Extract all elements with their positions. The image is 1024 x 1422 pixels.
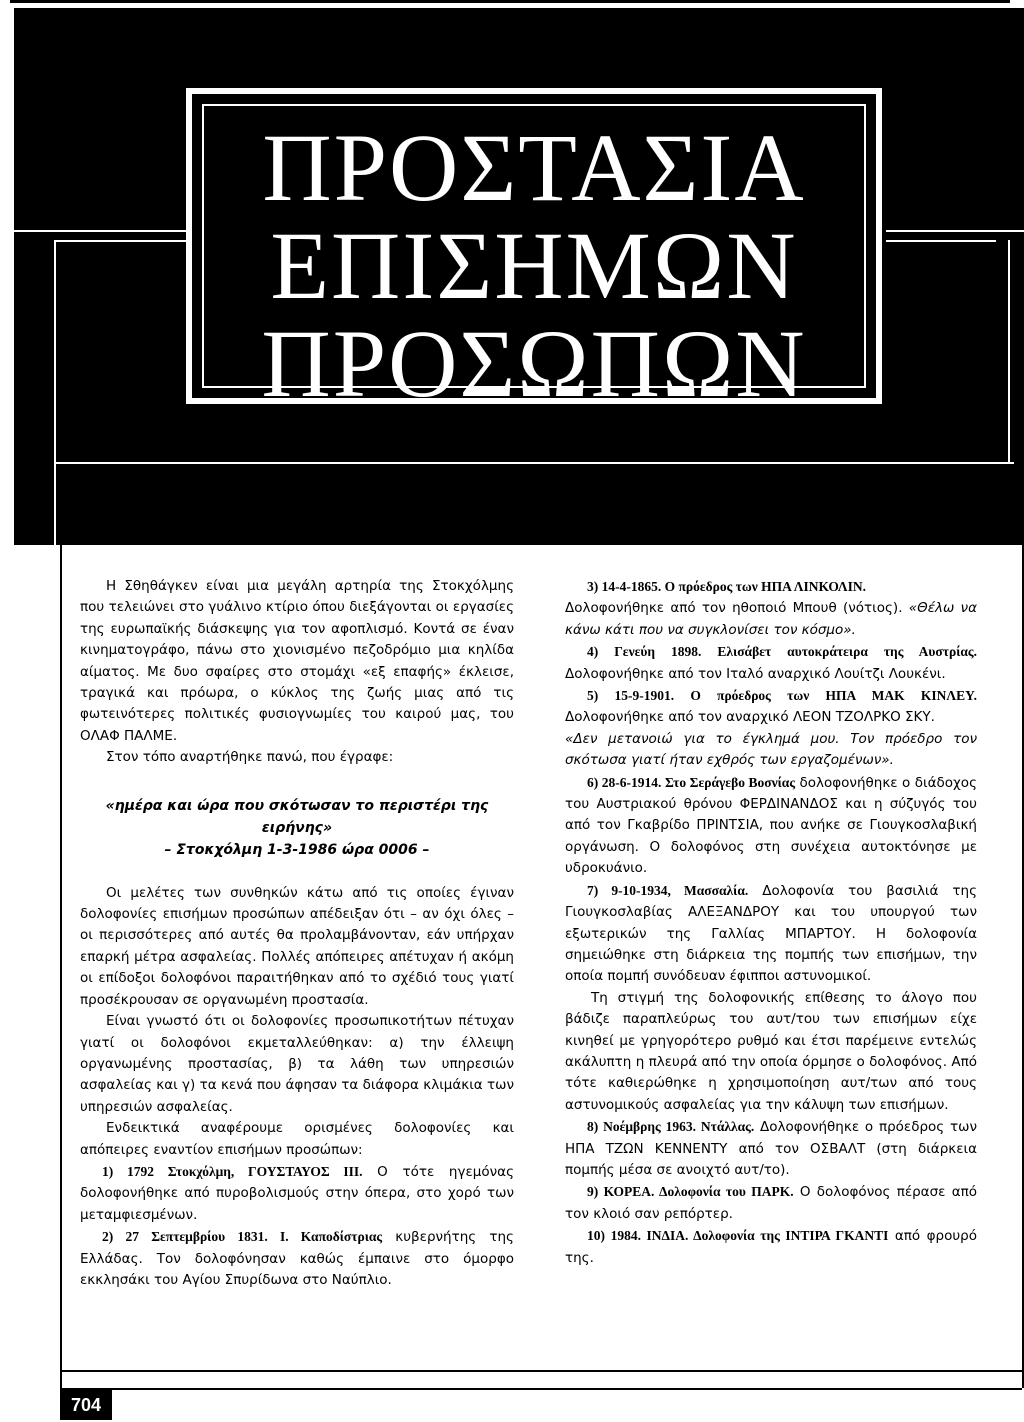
list-item-8-body: Δολοφονήθηκε ο πρόεδρος των ΗΠΑ ΤΖΩΝ ΚΕΝΝΕΝΤΥ από τον ΟΣΒΑΛΤ (στη διάρκεια πομπής μέσα σε ανοιχτό αυτ/το). <box>565 1119 977 1178</box>
decorative-line <box>54 240 56 545</box>
list-item-5-quote: «Δεν μετανοιώ για το έγκλημά μου. Τον πρόεδρο τον σκότωσα γιατί ήταν εχθρός των εργαζομένων». <box>565 730 977 769</box>
list-item-9-head: 9) ΚΟΡΕΑ. Δολοφονία του ΠΑΡΚ. <box>587 1184 794 1200</box>
list-item-4-body: Δολοφονήθηκε από τον Ιταλό αναρχικό Λουίτζι Λουκένι. <box>565 665 946 682</box>
list-item-2-head: 2) 27 Σεπτεμβρίου 1831. Ι. Καποδίστριας <box>102 1229 383 1245</box>
list-item-1 <box>80 1161 514 1226</box>
page-number: 704 <box>60 1388 112 1420</box>
frame-left <box>60 545 62 1388</box>
list-item-9 <box>565 1181 977 1225</box>
decorative-line <box>886 240 996 242</box>
list-item-5-head: 5) 15-9-1901. Ο πρόεδρος των ΗΠΑ ΜΑΚ ΚΙΝΛΕΥ. <box>587 688 977 704</box>
list-item-10-head: 10) 1984. ΙΝΔΙΑ. Δολοφονία της ΙΝΤΙΡΑ ΓΚΑΝΤΙ <box>587 1228 889 1244</box>
decorative-line <box>886 230 1024 232</box>
list-item-3 <box>565 576 977 641</box>
top-rule <box>10 0 1010 3</box>
poster-intro: Στον τόπο αναρτήθηκε πανώ, που έγραφε: <box>106 749 394 766</box>
title-box <box>186 88 882 417</box>
list-item-2-body: κυβερνήτης της Ελλάδας. Τον δολοφόνησαν καθώς έμπαινε στο όμορφο εκκλησάκι του Αγίου Σπυρίδωνα στο Ναύπλιο. <box>80 1229 514 1288</box>
page-title-line-1: ΠΡΟΣΤΑΣΙΑ <box>262 114 806 221</box>
page-title-line-3: ΠΡΟΣΩΠΩΝ <box>261 310 807 417</box>
list-item-6-body: δολοφονήθηκε ο διάδοχος του Αυστριακού θρόνου ΦΕΡΔΙΝΑΝΔΟΣ και η σύζυγός του από τον Γκαβρίδο ΠΡΙΝΤΣΙΑ, που ανήκε σε Γιουγκοσλαβική οργάνωση. Ο δολοφόνος στη συνέχεια αυτοκτόνησε με υδροκυάνιο. <box>565 774 977 877</box>
list-item-5 <box>565 685 977 729</box>
decorative-line <box>54 462 1014 464</box>
list-item-8 <box>565 1116 977 1181</box>
list-item-3-body: Δολοφονήθηκε από τον ηθοποιό Μπουθ (νότιος). <box>565 600 909 617</box>
list-item-6-head: 6) 28-6-1914. Στο Σεράγεβο Βοσνίας <box>587 774 796 790</box>
footer-rule <box>60 1388 1022 1390</box>
list-item-4-head: 4) Γενεύη 1898. Ελισάβετ αυτοκράτειρα της Αυστρίας. <box>587 644 977 660</box>
list-item-7 <box>565 880 977 988</box>
list-item-3-head: 3) 14-4-1865. Ο πρόεδρος των ΗΠΑ ΛΙΝΚΟΛΙΝ. <box>587 579 866 594</box>
right-column <box>565 576 977 1269</box>
list-item-10 <box>565 1225 977 1269</box>
list-item-8-head: 8) Νοέμβρης 1963. Ντάλλας. <box>587 1119 755 1135</box>
poster-quote-line-1: «ημέρα και ώρα που σκότωσαν το περιστέρι της ειρήνης» <box>105 797 489 836</box>
intro-paragraph: Η Σθηθάγκεν είναι μια μεγάλη αρτηρία της Στοκχόλμης που τελειώνει στο γυάλινο κτίριο όπου διεξάγονται οι εργασίες της ευρωπαϊκής διάσκεψης για τον αφοπλισμό. Κοντά σε έναν κινηματογράφο, πάνω στο χιονισμένο πεζοδρόμιο μια κηλίδα αίματος. Με δυο σφαίρες στο στομάχι «εξ επαφής» έκλεισε, τραγικά και πρόωρα, ο κύκλος της ζωής μιας από τις φωτεινότερες πολιτικές φυσιογνωμίες του καιρού μας, του ΟΛΑΦ ΠΑΛΜΕ. <box>80 578 514 744</box>
list-item-10-body: από φρουρό της. <box>565 1228 978 1266</box>
decorative-line <box>1008 240 1010 462</box>
decorative-line <box>54 240 186 242</box>
list-item-1-head: 1) 1792 Στοκχόλμη, ΓΟΥΣΤΑΥΟΣ ΙΙΙ. <box>102 1163 363 1179</box>
left-column <box>80 576 514 1291</box>
poster-quote-line-2: – Στοκχόλμη 1-3-1986 ώρα 0006 – <box>164 841 430 858</box>
list-item-3-quote: «Θέλω να κάνω κάτι που να συγκλονίσει τον κόσμο». <box>565 600 977 638</box>
list-item-7-head: 7) 9-10-1934, Μασσαλία. <box>587 882 749 898</box>
page-title-line-2: ΕΠΙΣΗΜΩΝ <box>270 212 798 319</box>
paragraph-studies: Οι μελέτες των συνθηκών κάτω από τις οποίες έγιναν δολοφονίες επισήμων προσώπων απέδειξαν ότι – αν όχι όλες – οι περισσότερες από αυτές θα προλαμβάνονταν, εάν υπήρχαν επαρκή μέτρα ασφαλείας. Πολλές απόπειρες απέτυχαν ή ακόμη οι επίδοξοι δολοφόνοι παραιτήθηκαν από το σχέδιό τους γιατί προσέκρουσαν σε οργανωμένη προστασία. <box>80 884 514 1008</box>
paragraph-moment: Τη στιγμή της δολοφονικής επίθεσης το άλογο που βάδιζε παραπλεύρως του αυτ/του των επισήμων είχε κινηθεί με γρηγορότερο ρυθμό και έτσι παρέμεινε εντελώς ακάλυπτη η πλευρά από την οποία όρμησε ο δολοφόνος. Από τότε καθιερώθηκε η χρησιμοποίηση αυτ/των από τους αστυνομικούς ασφαλείας για την κάλυψη των επισήμων. <box>565 989 977 1113</box>
list-item-5-body: Δολοφονήθηκε από τον αναρχικό ΛΕΟΝ ΤΖΟΛΡΚΟ ΣΚΥ. <box>565 709 935 726</box>
list-item-9-body: Ο δολοφόνος πέρασε από τον κλοιό σαν ρεπόρτερ. <box>565 1184 977 1222</box>
list-item-7-body: Δολοφονία του βασιλιά της Γιουγκοσλαβίας ΑΛΕΞΑΝΔΡΟΥ και του υπουργού των εξωτερικών της Γαλλίας ΜΠΑΡΤΟΥ. Η δολοφονία σημειώθηκε στη διάρκεια της πομπής των επισήμων, την οποία πομπή συνόδευαν έφιπποι αστυνομικοί. <box>565 882 977 985</box>
list-item-1-body: Ο τότε ηγεμόνας δολοφονήθηκε από πυροβολισμούς στην όπερα, στο χορό των μεταμφιεσμένων. <box>80 1163 514 1223</box>
poster-quote <box>80 795 514 861</box>
list-item-6 <box>565 772 977 880</box>
paragraph-known: Είναι γνωστό ότι οι δολοφονίες προσωπικοτήτων πέτυχαν γιατί οι δολοφόνοι εκμεταλλεύθηκαν: α) την έλλειψη οργανωμένης προστασίας, β) τα λάθη των υπηρεσιών ασφαλείας και γ) τα κενά που άφησαν τα διάφορα κλιμάκια των υπηρεσιών ασφαλείας. <box>80 1013 514 1115</box>
decorative-line <box>14 230 186 232</box>
frame-bottom <box>60 1370 1022 1372</box>
paragraph-examples: Ενδεικτικά αναφέρουμε ορισμένες δολοφονίες και απόπειρες εναντίον επισήμων προσώπων: <box>80 1120 514 1158</box>
list-item-4 <box>565 641 977 685</box>
list-item-2 <box>80 1226 514 1291</box>
